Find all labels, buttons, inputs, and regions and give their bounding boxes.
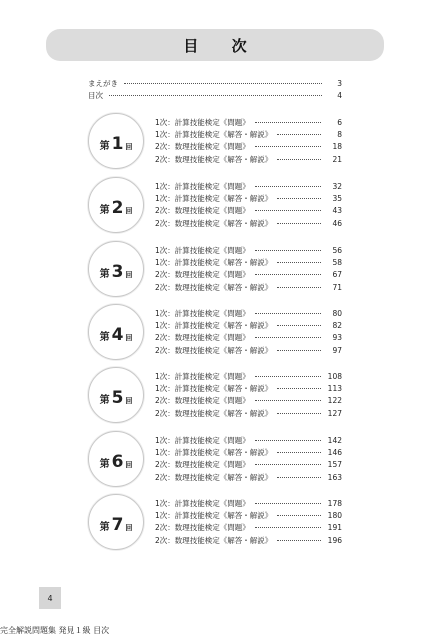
round-suffix: 回 (125, 461, 133, 469)
entry-list (155, 307, 342, 356)
round-section (88, 177, 342, 237)
toc-entry[interactable] (155, 370, 342, 382)
leader-dots (255, 274, 321, 275)
leader-dots (255, 210, 321, 211)
toc-entry[interactable] (155, 395, 342, 407)
round-suffix: 回 (125, 334, 133, 342)
leader-dots (277, 350, 321, 351)
toc-entry[interactable] (155, 153, 342, 165)
entry-label: 2次：数理技能検定《問題》 (155, 460, 250, 470)
entry-label: 2次：数理技能検定《問題》 (155, 523, 250, 533)
round-prefix: 第 (99, 269, 110, 280)
entry-label: 1次：計算技能検定《問題》 (155, 245, 250, 255)
entry-page: 146 (327, 447, 342, 457)
round-suffix: 回 (125, 524, 133, 532)
entry-page: 163 (327, 472, 342, 482)
entry-label: 2次：数理技能検定《問題》 (155, 333, 250, 343)
leader-dots (277, 452, 321, 453)
round-number: 3 (111, 262, 124, 282)
entry-label: 2次：数理技能検定《問題》 (155, 142, 250, 152)
entry-label: 1次：計算技能検定《問題》 (155, 308, 250, 318)
round-badge (88, 304, 144, 360)
entry-page: 157 (327, 460, 342, 470)
round-section (88, 431, 342, 491)
entry-label: 1次：計算技能検定《解答・解説》 (155, 320, 273, 330)
entry-list (155, 497, 342, 546)
entry-label: 2次：数理技能検定《解答・解説》 (155, 535, 273, 545)
leader-dots (255, 503, 321, 504)
page-number-tab (39, 587, 61, 609)
leader-dots (277, 388, 321, 389)
round-number: 7 (111, 515, 124, 535)
preface-label: 目次 (88, 91, 103, 100)
entry-page: 43 (332, 206, 342, 216)
entry-list (155, 434, 342, 483)
round-suffix: 回 (125, 271, 133, 279)
entry-page: 97 (332, 345, 342, 355)
toc-entry[interactable] (155, 319, 342, 331)
leader-dots (109, 95, 322, 96)
entry-page: 46 (332, 218, 342, 228)
preface-row[interactable] (88, 89, 342, 102)
entry-page: 56 (332, 245, 342, 255)
entry-list (155, 180, 342, 229)
entry-page: 82 (332, 320, 342, 330)
entry-label: 1次：計算技能検定《解答・解説》 (155, 383, 273, 393)
leader-dots (255, 313, 321, 314)
entry-page: 35 (332, 193, 342, 203)
toc-entry[interactable] (155, 269, 342, 281)
toc-entry[interactable] (155, 116, 342, 128)
round-badge (88, 367, 144, 423)
toc-entry[interactable] (155, 434, 342, 446)
leader-dots (255, 186, 321, 187)
leader-dots (255, 376, 321, 377)
entry-label: 2次：数理技能検定《解答・解説》 (155, 472, 273, 482)
entry-label: 1次：計算技能検定《解答・解説》 (155, 257, 273, 267)
toc-entry[interactable] (155, 192, 342, 204)
round-badge (88, 431, 144, 487)
round-suffix: 回 (125, 397, 133, 405)
leader-dots (277, 413, 321, 414)
leader-dots (255, 122, 321, 123)
toc-title-bar (46, 29, 384, 61)
leader-dots (255, 250, 321, 251)
leader-dots (277, 325, 321, 326)
round-number: 1 (111, 134, 124, 154)
round-number: 2 (111, 198, 124, 218)
round-badge (88, 241, 144, 297)
entry-label: 1次：計算技能検定《問題》 (155, 435, 250, 445)
entry-label: 1次：計算技能検定《解答・解説》 (155, 510, 273, 520)
round-section (88, 304, 342, 364)
round-prefix: 第 (99, 395, 110, 406)
toc-entry[interactable] (155, 180, 342, 192)
toc-entry[interactable] (155, 217, 342, 229)
toc-entry[interactable] (155, 256, 342, 268)
entry-page: 191 (327, 523, 342, 533)
page-number: 4 (47, 593, 53, 603)
toc-entry[interactable] (155, 281, 342, 293)
round-section (88, 367, 342, 427)
entry-label: 2次：数理技能検定《問題》 (155, 396, 250, 406)
round-prefix: 第 (99, 332, 110, 343)
leader-dots (277, 159, 321, 160)
round-number: 5 (111, 388, 124, 408)
toc-entry[interactable] (155, 534, 342, 546)
entry-label: 2次：数理技能検定《解答・解説》 (155, 408, 273, 418)
entry-page: 142 (327, 435, 342, 445)
entry-label: 2次：数理技能検定《解答・解説》 (155, 218, 273, 228)
round-prefix: 第 (99, 205, 110, 216)
entry-label: 1次：計算技能検定《解答・解説》 (155, 129, 273, 139)
leader-dots (255, 400, 321, 401)
toc-entry[interactable] (155, 141, 342, 153)
entry-label: 1次：計算技能検定《問題》 (155, 371, 250, 381)
entry-label: 1次：計算技能検定《問題》 (155, 498, 250, 508)
entry-page: 108 (327, 371, 342, 381)
entry-page: 196 (327, 535, 342, 545)
round-number: 4 (111, 325, 124, 345)
entry-page: 71 (332, 282, 342, 292)
entry-page: 127 (327, 408, 342, 418)
entry-label: 1次：計算技能検定《問題》 (155, 117, 250, 127)
leader-dots (255, 440, 321, 441)
toc-entry[interactable] (155, 522, 342, 534)
entry-label: 2次：数理技能検定《解答・解説》 (155, 154, 273, 164)
round-badge (88, 177, 144, 233)
round-suffix: 回 (125, 207, 133, 215)
leader-dots (277, 134, 321, 135)
entry-label: 2次：数理技能検定《問題》 (155, 270, 250, 280)
toc-entry[interactable] (155, 509, 342, 521)
leader-dots (124, 83, 322, 84)
entry-list (155, 370, 342, 419)
round-section (88, 241, 342, 301)
toc-entry[interactable] (155, 307, 342, 319)
entry-page: 67 (332, 270, 342, 280)
entry-page: 21 (332, 154, 342, 164)
entry-label: 2次：数理技能検定《解答・解説》 (155, 282, 273, 292)
leader-dots (255, 527, 321, 528)
leader-dots (277, 223, 321, 224)
entry-list (155, 244, 342, 293)
toc-entry[interactable] (155, 497, 342, 509)
entry-page: 113 (327, 383, 342, 393)
entry-page: 93 (332, 333, 342, 343)
preface-label: まえがき (88, 79, 118, 88)
leader-dots (277, 477, 321, 478)
round-number: 6 (111, 452, 124, 472)
preface-page: 3 (337, 79, 342, 88)
round-badge (88, 494, 144, 550)
entry-label: 1次：計算技能検定《問題》 (155, 181, 250, 191)
toc-title: 目 次 (183, 36, 261, 55)
footer-text: 完全解説問題集 発見１級 目次 (0, 626, 110, 635)
round-suffix: 回 (125, 143, 133, 151)
entry-label: 2次：数理技能検定《問題》 (155, 206, 250, 216)
toc-entry[interactable] (155, 471, 342, 483)
toc-entry[interactable] (155, 332, 342, 344)
entry-label: 1次：計算技能検定《解答・解説》 (155, 447, 273, 457)
leader-dots (277, 515, 321, 516)
entry-page: 80 (332, 308, 342, 318)
toc-entry[interactable] (155, 407, 342, 419)
entry-page: 32 (332, 181, 342, 191)
toc-entry[interactable] (155, 446, 342, 458)
leader-dots (255, 146, 321, 147)
leader-dots (255, 337, 321, 338)
entry-page: 180 (327, 510, 342, 520)
round-prefix: 第 (99, 459, 110, 470)
entry-page: 122 (327, 396, 342, 406)
toc-entry[interactable] (155, 244, 342, 256)
round-badge (88, 113, 144, 169)
leader-dots (277, 540, 321, 541)
toc-entry[interactable] (155, 344, 342, 356)
entry-page: 178 (327, 498, 342, 508)
toc-entry[interactable] (155, 459, 342, 471)
round-section (88, 494, 342, 554)
preface-page: 4 (337, 91, 342, 100)
leader-dots (277, 198, 321, 199)
leader-dots (255, 464, 321, 465)
leader-dots (277, 287, 321, 288)
entry-page: 6 (337, 117, 342, 127)
leader-dots (277, 262, 321, 263)
entry-page: 8 (337, 129, 342, 139)
entry-page: 18 (332, 142, 342, 152)
entry-label: 2次：数理技能検定《解答・解説》 (155, 345, 273, 355)
toc-entry[interactable] (155, 205, 342, 217)
round-prefix: 第 (99, 141, 110, 152)
round-prefix: 第 (99, 522, 110, 533)
entry-list (155, 116, 342, 165)
toc-entry[interactable] (155, 128, 342, 140)
entry-label: 1次：計算技能検定《解答・解説》 (155, 193, 273, 203)
round-section (88, 113, 342, 173)
entry-page: 58 (332, 257, 342, 267)
toc-entry[interactable] (155, 382, 342, 394)
